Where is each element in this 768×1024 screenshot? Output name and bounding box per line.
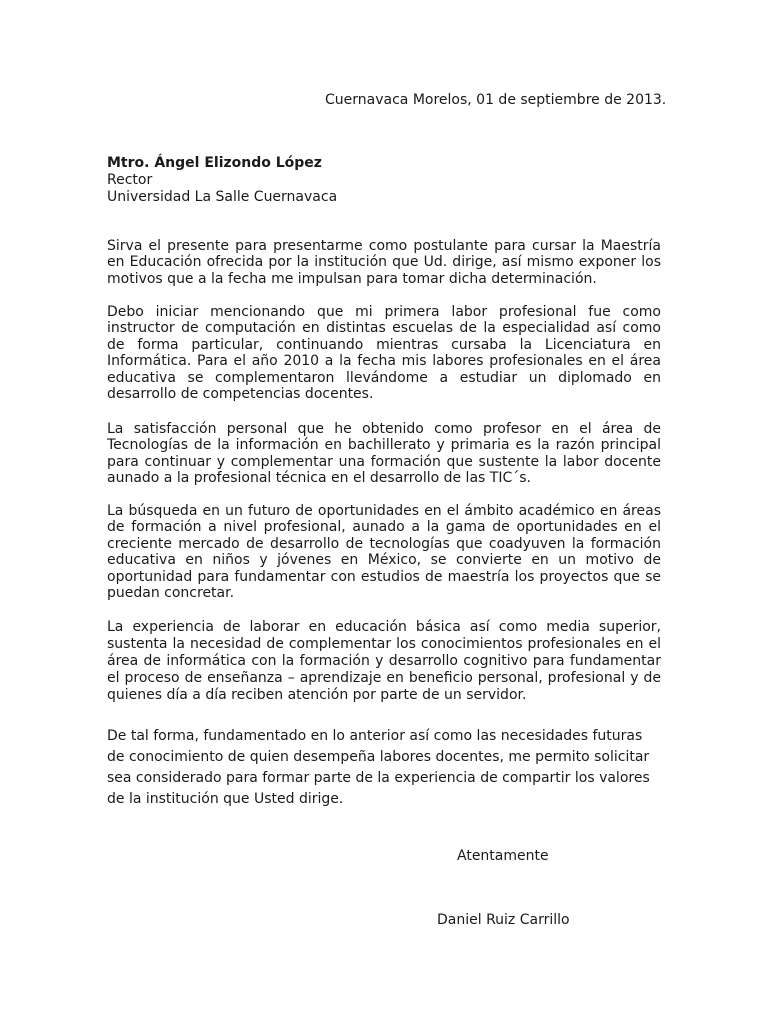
closing-salutation: Atentamente <box>457 848 549 864</box>
body-paragraph-opportunities: La búsqueda en un futuro de oportunidades en el ámbito académico en áreas de formación a nivel profesional, aunado a la gama de oportunidades en el creciente mercado de desarrollo de tecnologías que coadyuven la formación educativa en niños y jóvenes en México, se convierte en un motivo de oportunidad para fundamentar con estudios de maestría los proyectos que se puedan concretar. <box>107 503 661 602</box>
body-paragraph-conclusion: De tal forma, fundamentado en lo anterior así como las necesidades futuras de conocimiento de quien desempeña labores docentes, me permito solicitar sea considerado para formar parte de la experiencia de compartir los valores de la institución que Usted dirige. <box>107 728 650 807</box>
body-paragraph-education: La experiencia de laborar en educación básica así como media superior, sustenta la necesidad de complementar los conocimientos profesionales en el área de informática con la formación y desarrollo cognitivo para fundamentar el proceso de enseñanza – aprendizaje en beneficio personal, profesional y de quienes día a día reciben atención por parte de un servidor. <box>107 619 661 703</box>
body-paragraph-intro: Sirva el presente para presentarme como postulante para cursar la Maestría en Educación ofrecida por la institución que Ud. dirige, así mismo exponer los motivos que a la fecha me impulsan para tomar dicha determinación. <box>107 238 661 287</box>
recipient-organization: Universidad La Salle Cuernavaca <box>107 189 338 205</box>
date-line: Cuernavaca Morelos, 01 de septiembre de 2013. <box>325 92 667 108</box>
signature-name: Daniel Ruiz Carrillo <box>437 912 570 928</box>
recipient-title: Rector <box>107 172 153 188</box>
body-paragraph-satisfaction: La satisfacción personal que he obtenido como profesor en el área de Tecnologías de la información en bachillerato y primaria es la razón principal para continuar y complementar una formación que sustente la labor docente aunado a la profesional técnica en el desarrollo de las TIC´s. <box>107 421 661 487</box>
recipient-name: Mtro. Ángel Elizondo López <box>107 155 322 171</box>
body-paragraph-experience: Debo iniciar mencionando que mi primera labor profesional fue como instructor de computación en distintas escuelas de la especialidad así como de forma particular, continuando mientras cursaba la Licenciatura en Informática. Para el año 2010 a la fecha mis labores profesionales en el área educativa se complementaron llevándome a estudiar un diplomado en desarrollo de competencias docentes. <box>107 304 661 403</box>
